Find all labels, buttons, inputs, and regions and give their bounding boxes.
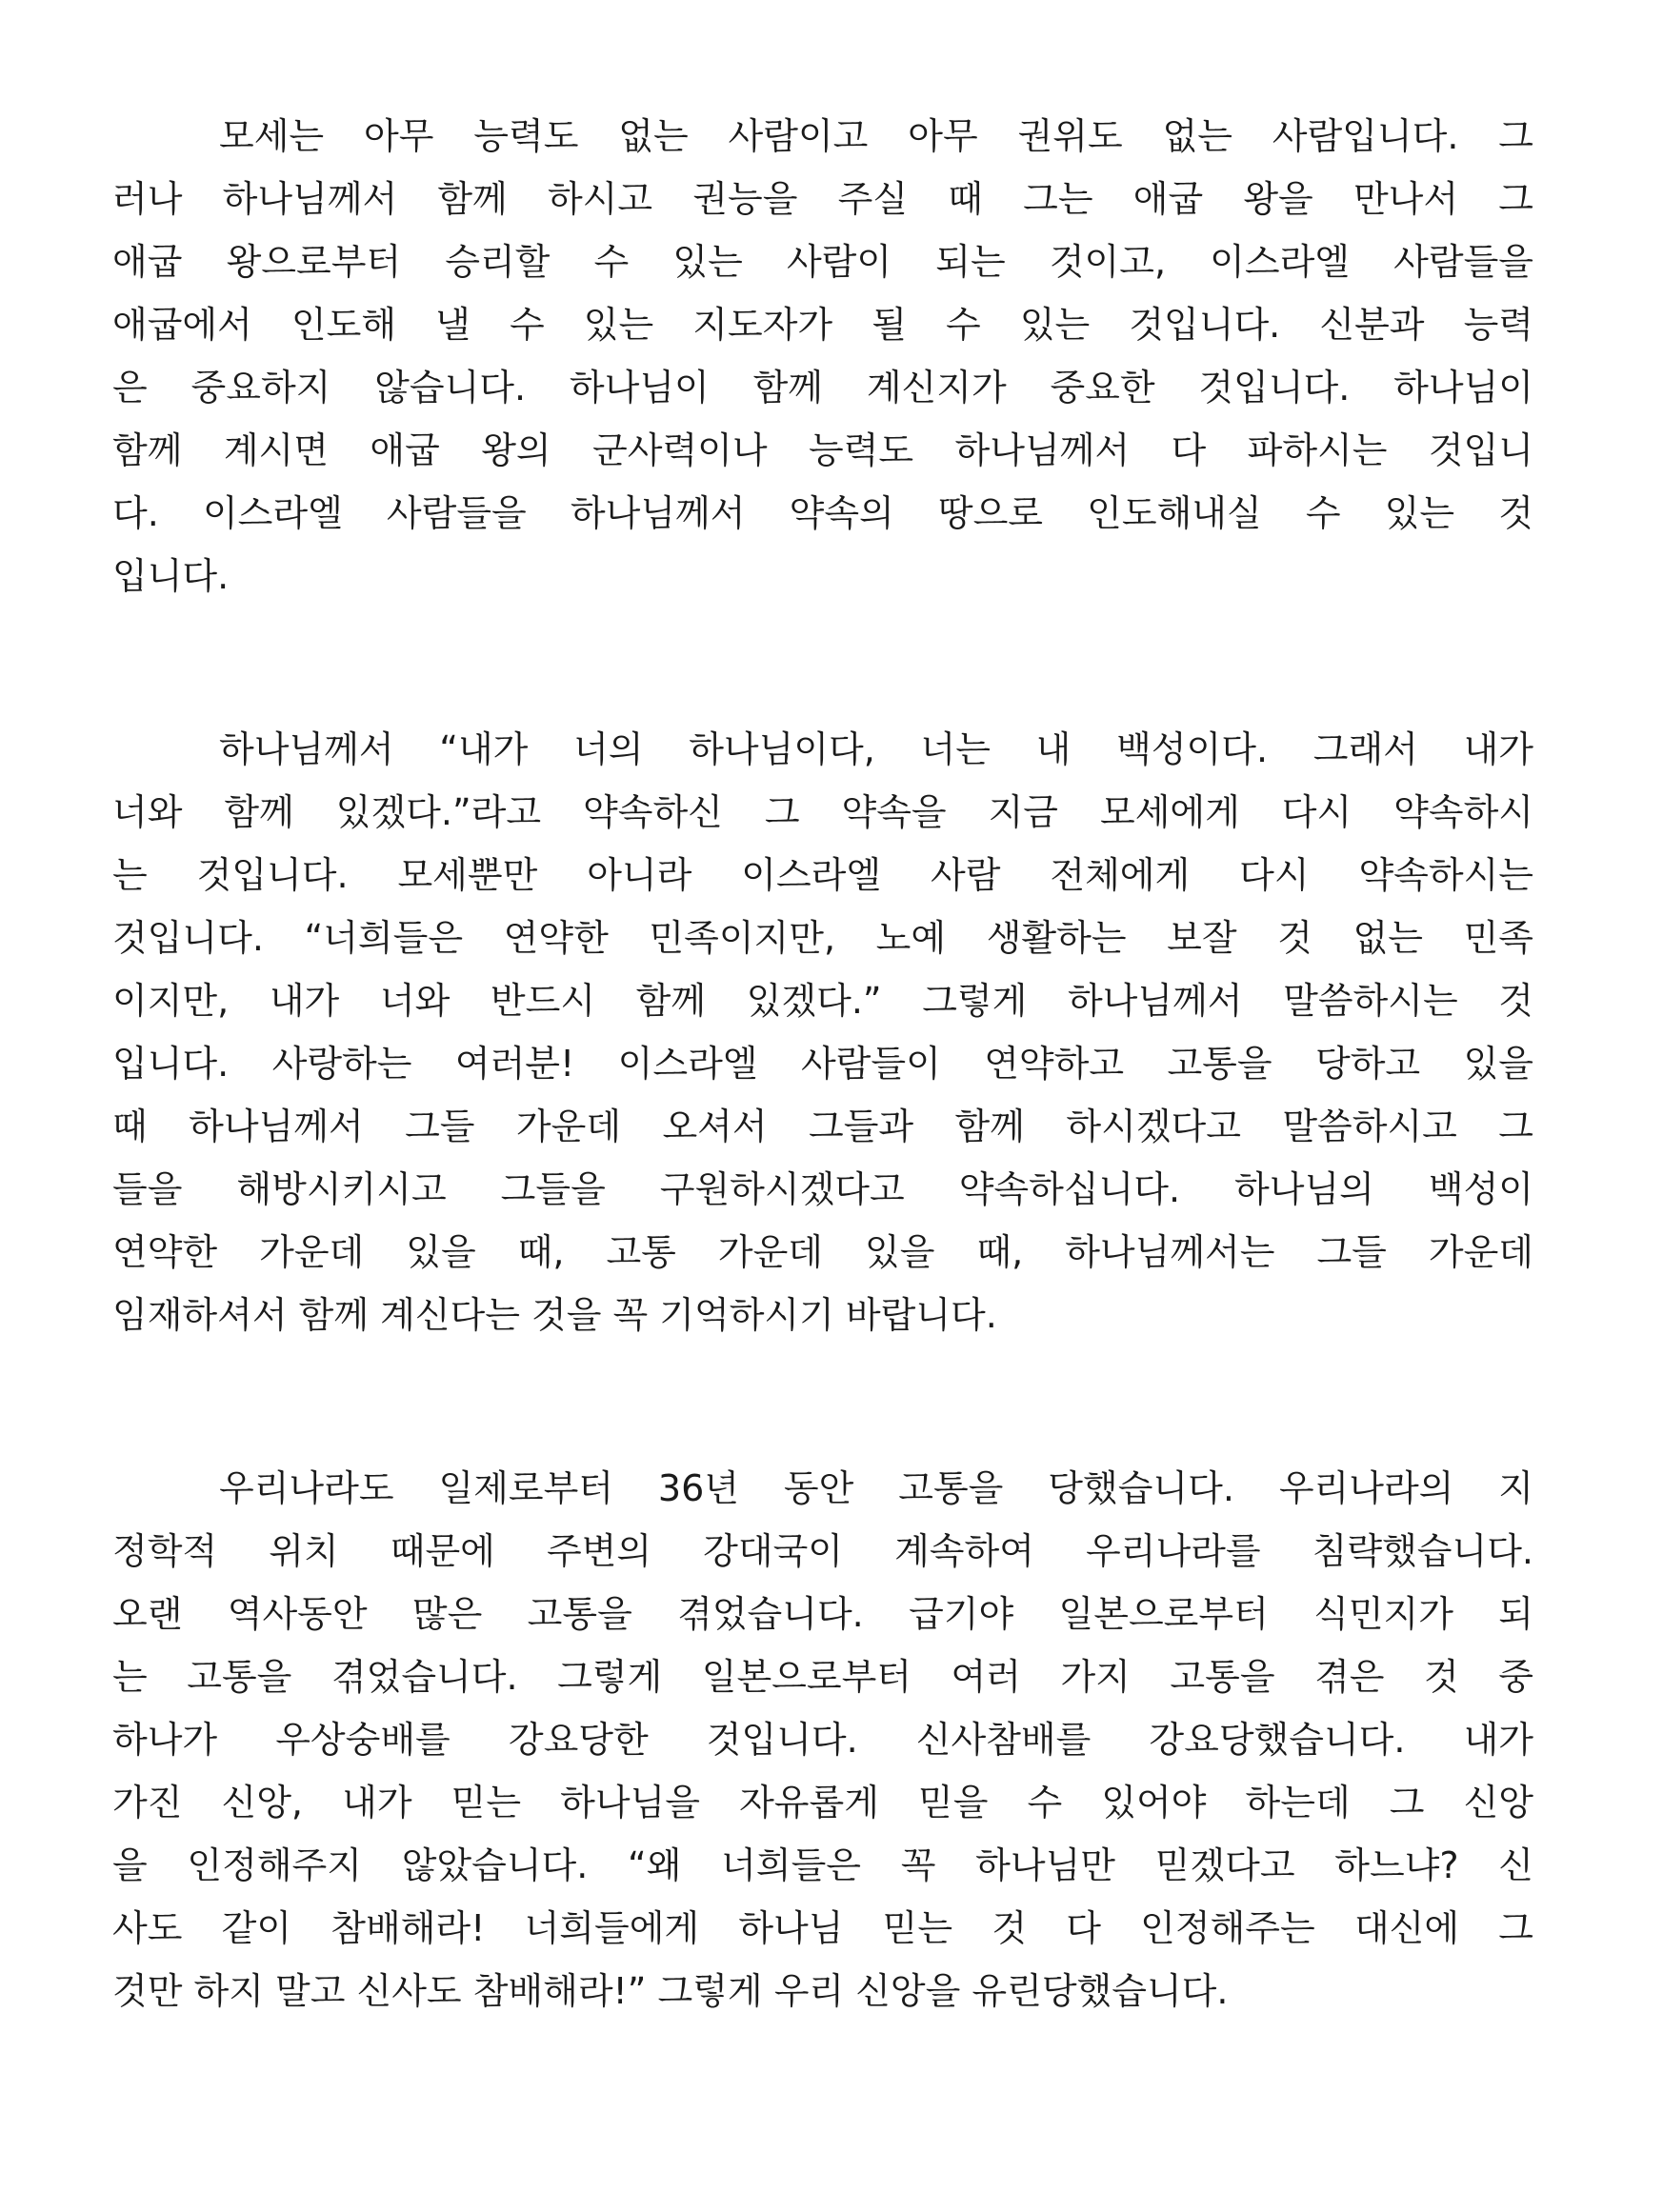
paragraph-line: 연약한 가운데 있을 때, 고통 가운데 있을 때, 하나님께서는 그들 가운데 (112, 1231, 1533, 1273)
paragraph-line: 입니다. (112, 555, 230, 597)
paragraph-line: 애굽에서 인도해 낼 수 있는 지도자가 될 수 있는 것입니다. 신분과 능력 (112, 304, 1533, 346)
paragraph-line: 사도 같이 참배해라! 너희들에게 하나님 믿는 것 다 인정해주는 대신에 그 (112, 1907, 1533, 1949)
paragraph-line: 이지만, 내가 너와 반드시 함께 있겠다.” 그렇게 하나님께서 말씀하시는 것 (112, 980, 1533, 1022)
paragraph-line: 애굽 왕으로부터 승리할 수 있는 사람이 되는 것이고, 이스라엘 사람들을 (112, 241, 1533, 283)
paragraph-2 (112, 718, 1533, 1346)
paragraph-line: 는 고통을 겪었습니다. 그렇게 일본으로부터 여러 가지 고통을 겪은 것 중 (112, 1656, 1533, 1698)
paragraph-line: 하나가 우상숭배를 강요당한 것입니다. 신사참배를 강요당했습니다. 내가 (112, 1719, 1533, 1761)
paragraph-line: 입니다. 사랑하는 여러분! 이스라엘 사람들이 연약하고 고통을 당하고 있을 (112, 1043, 1533, 1085)
paragraph-line: 함께 계시면 애굽 왕의 군사력이나 능력도 하나님께서 다 파하시는 것입니 (112, 429, 1533, 471)
paragraph-line: 우리나라도 일제로부터 36년 동안 고통을 당했습니다. 우리나라의 지 (219, 1467, 1533, 1509)
paragraph-line: 임재하셔서 함께 계신다는 것을 꼭 기억하시기 바랍니다. (112, 1294, 997, 1336)
paragraph-line: 하나님께서 “내가 너의 하나님이다, 너는 내 백성이다. 그래서 내가 (219, 728, 1533, 770)
paragraph-line: 때 하나님께서 그들 가운데 오셔서 그들과 함께 하시겠다고 말씀하시고 그 (112, 1106, 1533, 1147)
paragraph-line: 너와 함께 있겠다.”라고 약속하신 그 약속을 지금 모세에게 다시 약속하시 (112, 791, 1533, 833)
paragraph-1 (112, 105, 1533, 608)
paragraph-line: 가진 신앙, 내가 믿는 하나님을 자유롭게 믿을 수 있어야 하는데 그 신앙 (112, 1782, 1533, 1823)
paragraph-line: 모세는 아무 능력도 없는 사람이고 아무 권위도 없는 사람입니다. 그 (219, 115, 1533, 157)
paragraph-line: 것입니다. “너희들은 연약한 민족이지만, 노예 생활하는 보잘 것 없는 민족 (112, 917, 1533, 959)
paragraph-line: 정학적 위치 때문에 주변의 강대국이 계속하여 우리나라를 침략했습니다. (112, 1530, 1533, 1572)
paragraph-line: 다. 이스라엘 사람들을 하나님께서 약속의 땅으로 인도해내실 수 있는 것 (112, 492, 1533, 534)
paragraph-line: 은 중요하지 않습니다. 하나님이 함께 계신지가 중요한 것입니다. 하나님이 (112, 367, 1533, 409)
paragraph-line: 오랜 역사동안 많은 고통을 겪었습니다. 급기야 일본으로부터 식민지가 되 (112, 1593, 1533, 1635)
paragraph-line: 것만 하지 말고 신사도 참배해라!” 그렇게 우리 신앙을 유린당했습니다. (112, 1970, 1229, 2012)
paragraph-line: 러나 하나님께서 함께 하시고 권능을 주실 때 그는 애굽 왕을 만나서 그 (112, 178, 1533, 220)
paragraph-line: 는 것입니다. 모세뿐만 아니라 이스라엘 사람 전체에게 다시 약속하시는 (112, 854, 1533, 896)
paragraph-3 (112, 1457, 1533, 2023)
paragraph-line: 을 인정해주지 않았습니다. “왜 너희들은 꼭 하나님만 믿겠다고 하느냐? 신 (112, 1844, 1533, 1886)
paragraph-line: 들을 해방시키시고 그들을 구원하시겠다고 약속하십니다. 하나님의 백성이 (112, 1168, 1533, 1210)
